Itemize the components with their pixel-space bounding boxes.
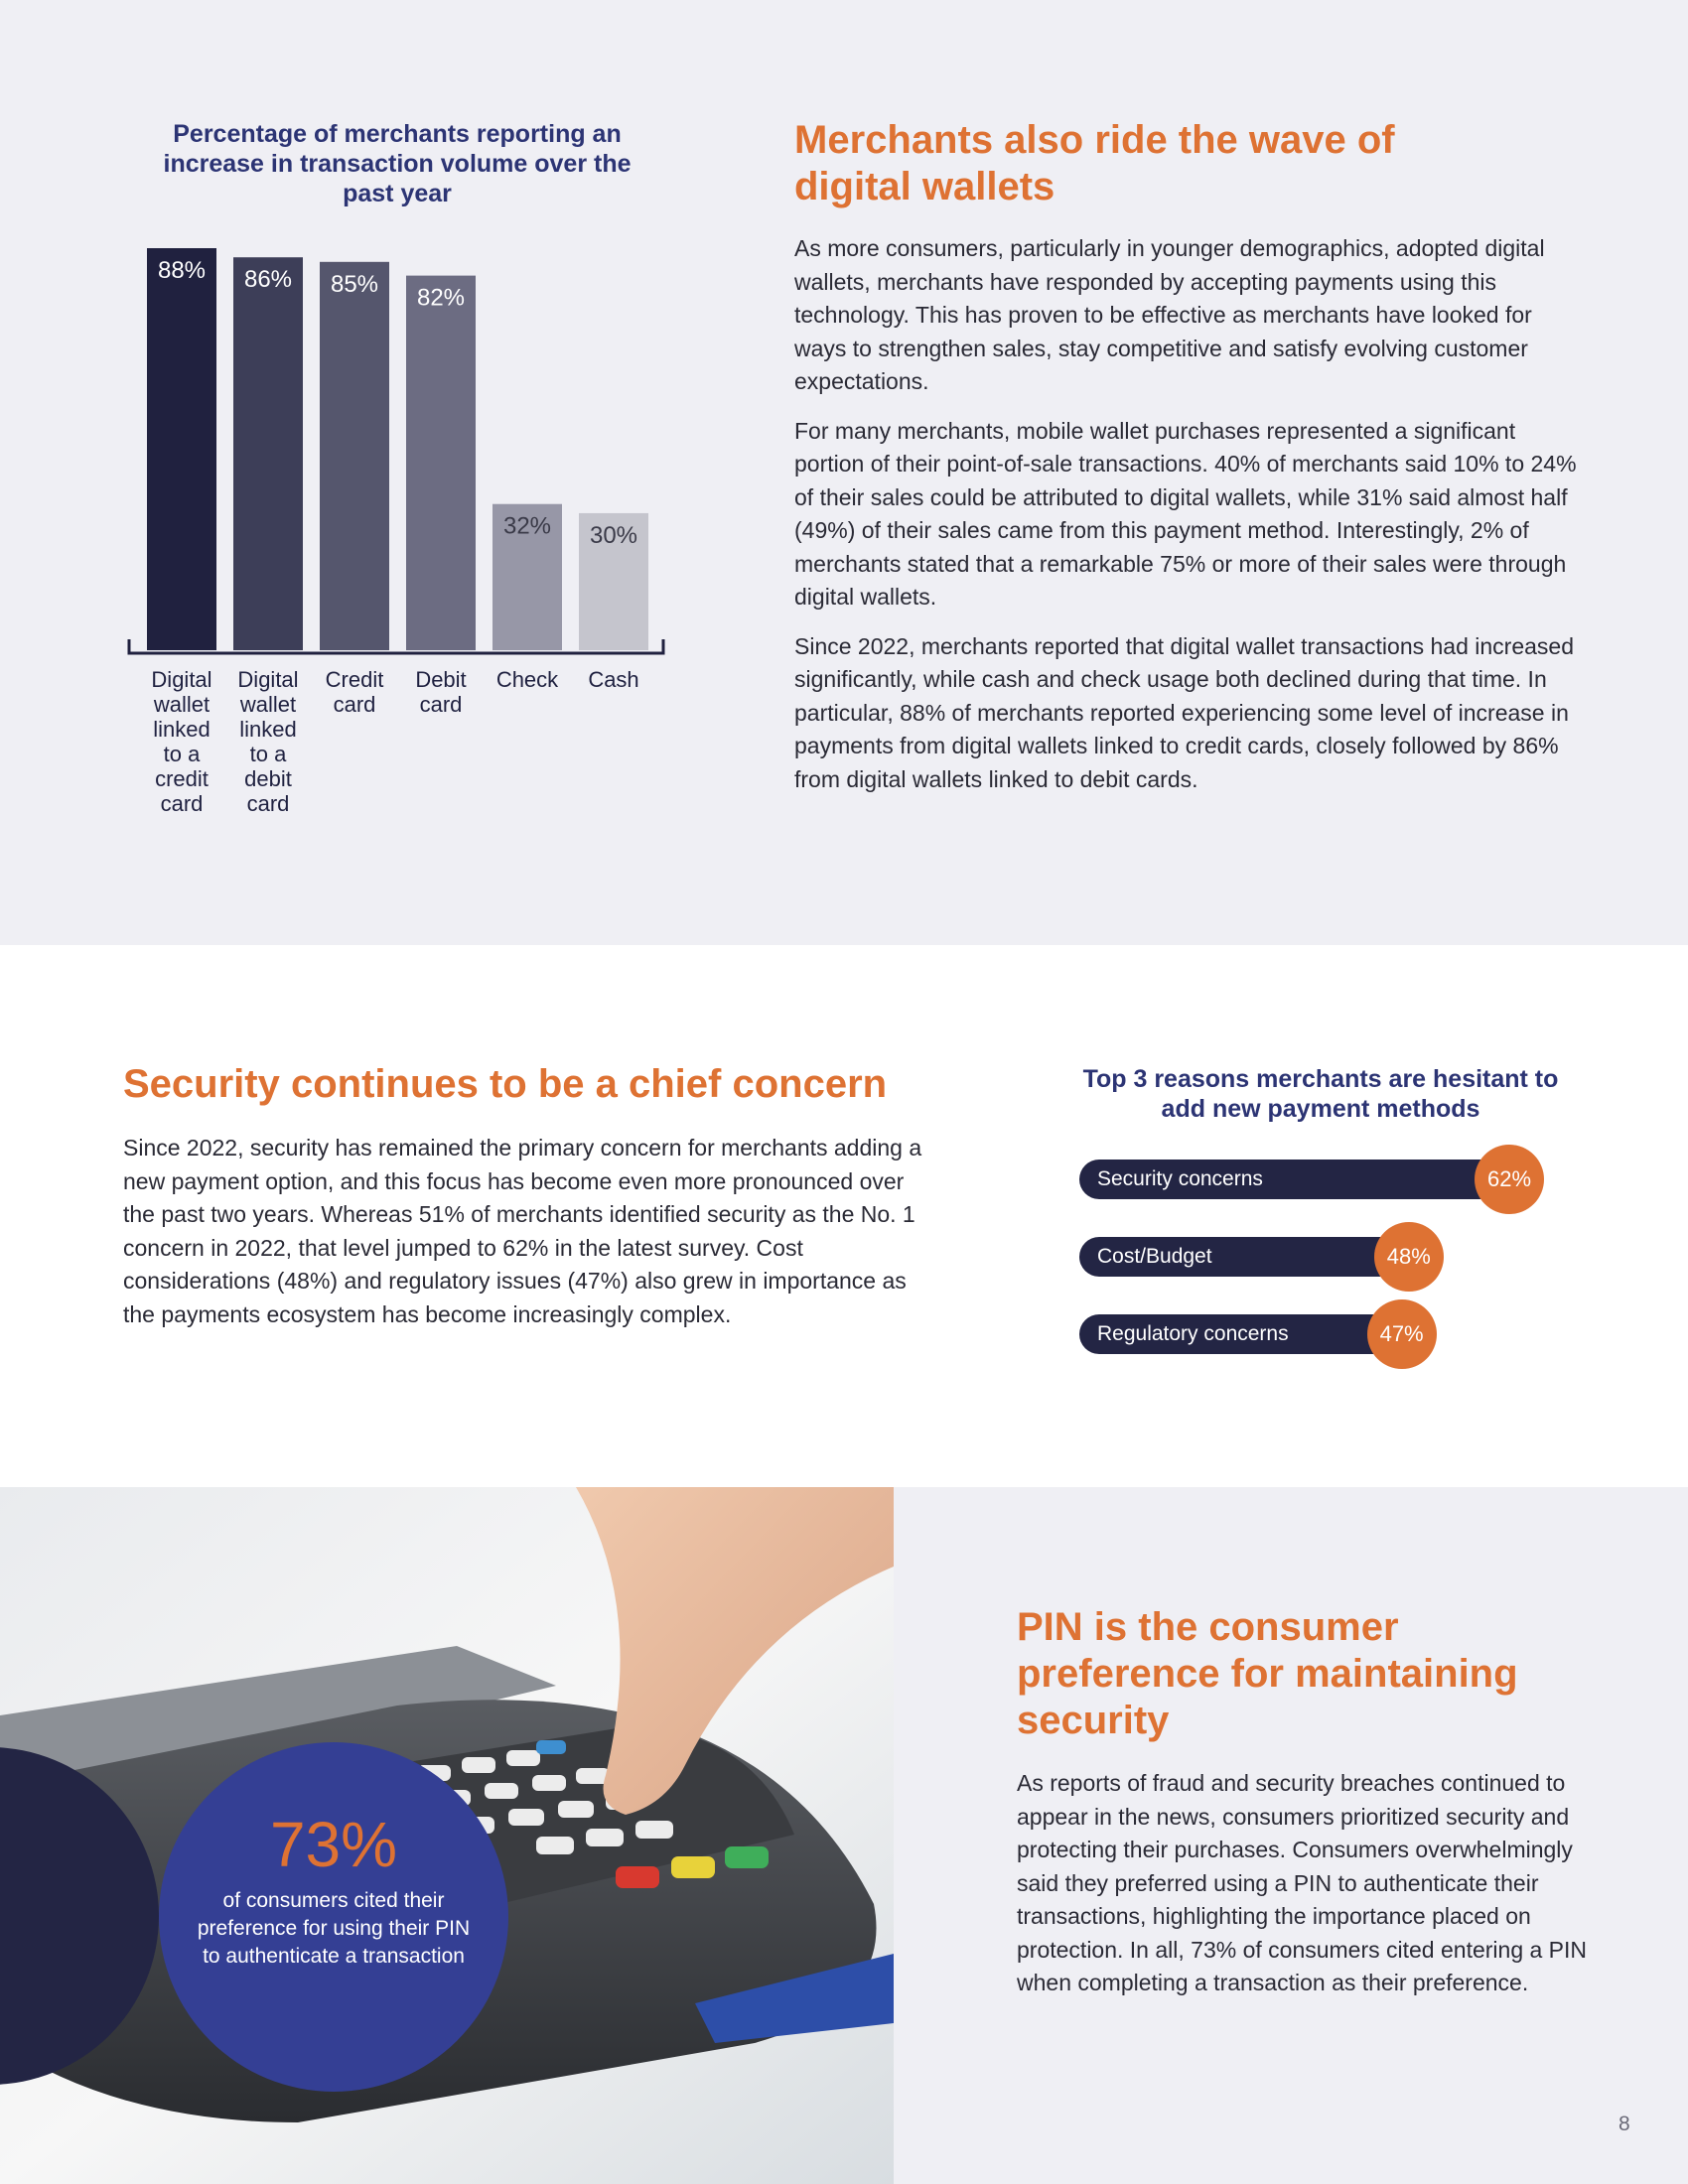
pin-heading: PIN is the consumer preference for maintaining security (1017, 1605, 1518, 1742)
bar-category-label: Debit card (415, 667, 467, 717)
bar (147, 248, 216, 650)
wallets-paragraph-2: For many merchants, mobile wallet purchases represented a significant portion of their point-of-sale transactions. 40% of merchants said 10% to 24% of their sales could be attributed to digital wallets, while 31% said almost half (49%) of their sales came from this payment method. Interestingly, 2% of merchants stated that a remarkable 75% or more of their sales were through digital wallets. (794, 417, 1577, 610)
reason-value-bubble: 47% (1367, 1299, 1437, 1369)
bar (406, 276, 476, 650)
reason-bar (1079, 1160, 1524, 1199)
bar-value-label: 32% (502, 512, 552, 540)
pin-callout-value: 73% (269, 1809, 398, 1880)
bar (233, 257, 303, 650)
reason-label: Cost/Budget (1097, 1245, 1212, 1268)
bar-chart (99, 228, 675, 665)
bar-value-label: 30% (589, 521, 638, 549)
bar (320, 262, 389, 650)
pin-callout-text: of consumers cited their preference for using their PIN to authenticate a transaction (197, 1889, 471, 1968)
reason-bar (1079, 1237, 1424, 1277)
bar-value-label: 85% (330, 270, 379, 298)
security-paragraph: Since 2022, security has remained the primary concern for merchants adding a new payment option, and this focus has become even more pronounced over the past two years. Whereas 51% of merchants identified security as the No. 1 concern in 2022, that level jumped to 62% in the latest survey. Cost considerations (48%) and regulatory issues (47%) also grew in importance as the payments ecosystem has become increasingly complex. (123, 1135, 922, 1327)
reason-label: Security concerns (1097, 1167, 1263, 1190)
reasons-chart-title: Top 3 reasons merchants are hesitant to add new payment methods (1082, 1065, 1559, 1123)
wallets-body (794, 232, 1579, 812)
wallets-heading: Merchants also ride the wave of digital wallets (794, 118, 1395, 208)
reason-label: Regulatory concerns (1097, 1322, 1289, 1345)
reason-bar (1079, 1314, 1417, 1354)
bar-chart-title: Percentage of merchants reporting an increase in transaction volume over the past year (163, 120, 632, 207)
pin-callout-circle (159, 1742, 508, 2092)
pin-paragraph: As reports of fraud and security breaches continued to appear in the news, consumers prioritized security and protecting their purchases. Consumers overwhelmingly said they preferred using a PIN to authenticate their transactions, highlighting the importance placed on protection. In all, 73% of consumers cited entering a PIN when completing a transaction as their preference. (1017, 1770, 1588, 1995)
reason-value-bubble: 62% (1475, 1145, 1544, 1214)
bar-category-label: Check (495, 667, 559, 692)
wallets-paragraph-1: As more consumers, particularly in younger demographics, adopted digital wallets, merchants have responded by accepting payments using this technology. This has proven to be effective as merchants have looked for ways to strengthen sales, stay competitive and satisfy evolving customer expectations. (794, 235, 1545, 394)
bar-value-label: 86% (243, 266, 293, 294)
reason-value-bubble: 48% (1374, 1222, 1444, 1292)
bar-value-label: 82% (416, 284, 466, 312)
page-number: 8 (1618, 2113, 1630, 2135)
security-heading: Security continues to be a chief concern (123, 1062, 888, 1106)
wallets-paragraph-3: Since 2022, merchants reported that digital wallet transactions had increased significantly, while cash and check usage both declined during that time. In particular, 88% of merchants reported experiencing some level of increase in payments from digital wallets linked to credit cards, closely followed by 86% from digital wallets linked to debit cards. (794, 632, 1575, 792)
bar-category-label: Digital wallet linked to a credit card (151, 667, 212, 816)
bar-category-label: Credit card (325, 667, 384, 717)
bar-value-label: 88% (157, 257, 207, 284)
bar-category-label: Digital wallet linked to a debit card (237, 667, 299, 816)
bar-category-label: Cash (588, 667, 639, 692)
